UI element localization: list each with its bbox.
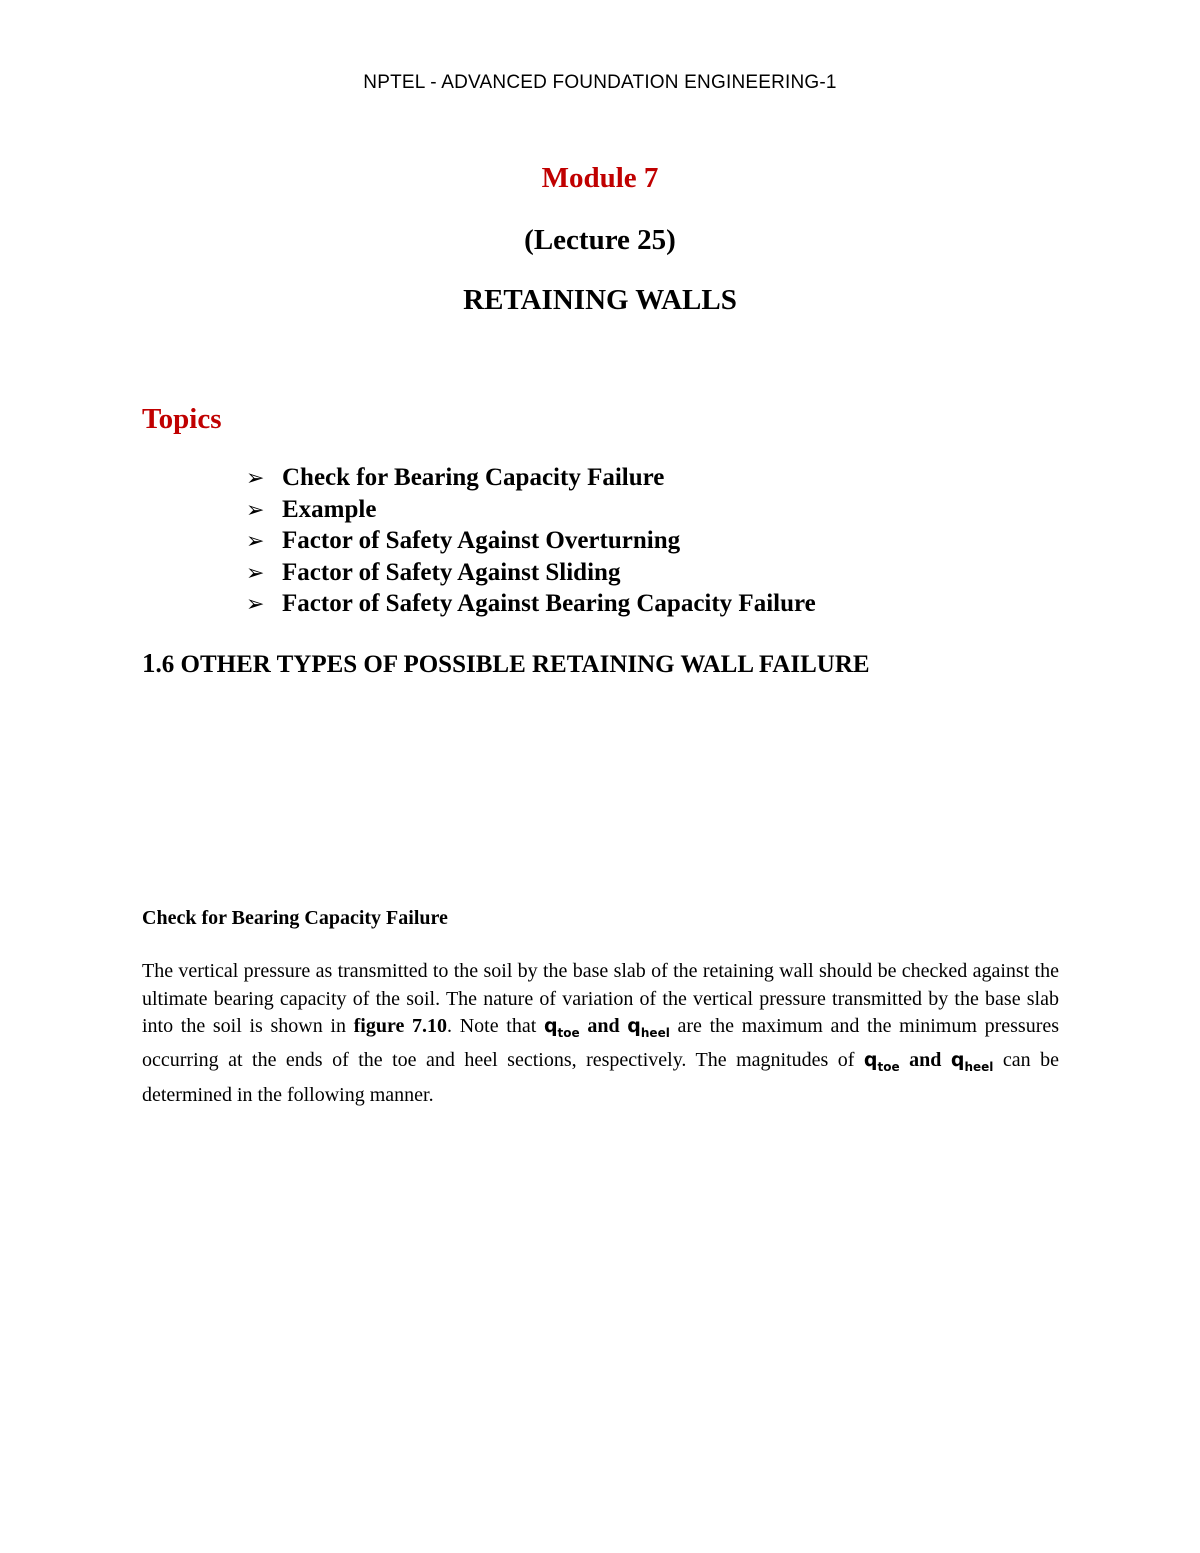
section-heading	[142, 648, 870, 679]
arrow-bullet-icon: ➢	[246, 466, 265, 491]
heel-subscript: heel	[640, 1025, 670, 1040]
section-title: .6 OTHER TYPES OF POSSIBLE RETAINING WALL FAILURE	[155, 651, 870, 678]
lecture-number: (Lecture 25)	[524, 224, 676, 256]
page-header: NPTEL - ADVANCED FOUNDATION ENGINEERING-1	[363, 72, 837, 93]
topic-label: Example	[282, 495, 377, 523]
arrow-bullet-icon: ➢	[246, 529, 265, 554]
q-letter: q	[950, 1049, 965, 1072]
paragraph-text: . Note that	[447, 1015, 544, 1037]
toe-subscript: toe	[557, 1025, 580, 1040]
topic-item	[246, 525, 816, 557]
topic-item	[246, 588, 816, 620]
paragraph-text: are the maximum and the minimum pressures occurring at the ends of the toe and heel sections, respectively. The magnitudes of	[142, 1015, 1060, 1072]
q-toe-symbol	[863, 1049, 900, 1075]
topic-label: Factor of Safety Against Bearing Capacity Failure	[282, 590, 816, 617]
topic-label: Check for Bearing Capacity Failure	[282, 464, 665, 491]
arrow-bullet-icon: ➢	[246, 497, 265, 523]
heel-subscript: heel	[964, 1060, 994, 1075]
q-letter: q	[627, 1015, 641, 1037]
paragraph-text: The vertical pressure as transmitted to the soil by the base slab of the retaining wall should be checked against the ultimate bearing capacity of the soil. The nature of variation of the vertical pressure transmitted by the base slab into the soil is shown in	[142, 960, 1059, 1037]
subsection-heading: Check for Bearing Capacity Failure	[142, 907, 448, 929]
topics-heading: Topics	[142, 403, 222, 435]
arrow-bullet-icon: ➢	[246, 560, 265, 586]
and-word: and	[579, 1015, 628, 1037]
body-paragraph	[142, 958, 1059, 1109]
topic-item	[246, 462, 816, 494]
paragraph-text: can be determined in the following manner.	[142, 1049, 1059, 1106]
q-heel-symbol	[950, 1049, 994, 1075]
q-heel-symbol	[627, 1015, 670, 1040]
q-toe-symbol	[543, 1015, 580, 1040]
toe-subscript: toe	[877, 1060, 900, 1075]
module-title: Module 7	[541, 162, 659, 194]
topic-item	[246, 494, 816, 526]
topic-item	[246, 557, 816, 589]
figure-reference: figure 7.10	[353, 1015, 448, 1037]
topic-label: Factor of Safety Against Overturning	[282, 527, 681, 554]
q-letter: q	[863, 1049, 878, 1072]
subject-title: RETAINING WALLS	[463, 284, 737, 316]
topic-label: Factor of Safety Against Sliding	[282, 558, 621, 586]
q-letter: q	[543, 1015, 558, 1037]
topic-list	[246, 462, 816, 620]
arrow-bullet-icon: ➢	[246, 592, 265, 617]
section-number: 1	[142, 648, 156, 678]
and-word: and	[899, 1049, 951, 1072]
